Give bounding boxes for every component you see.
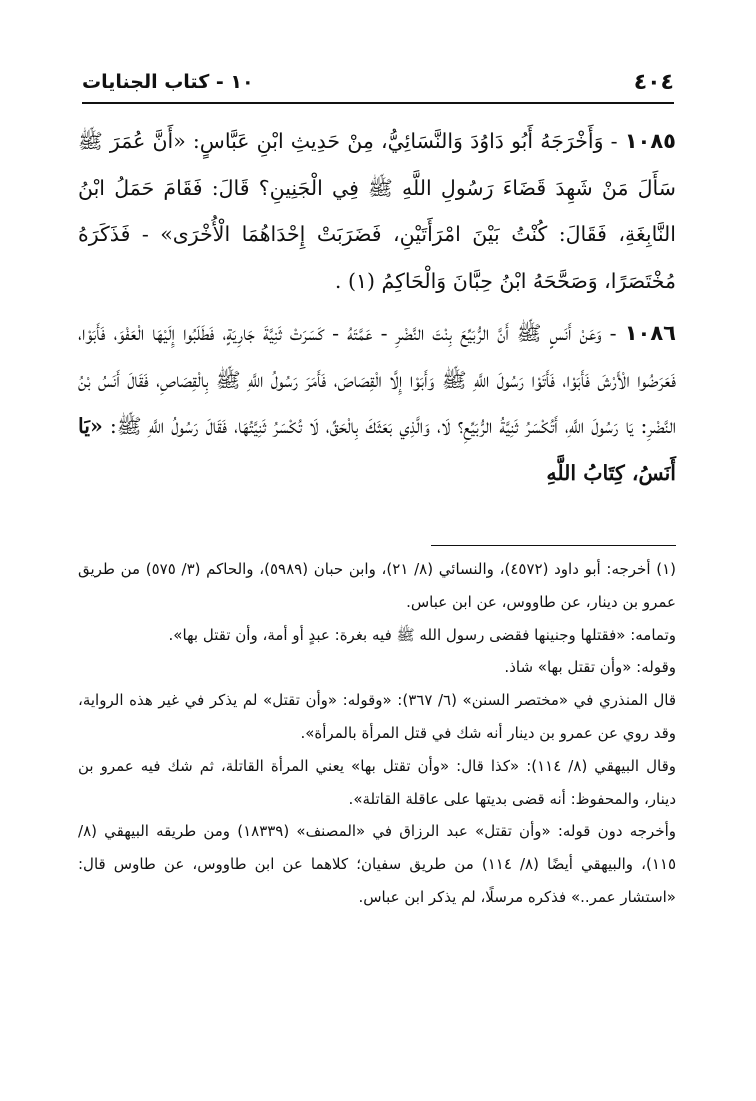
footnote-paragraph: قال المنذري في «مختصر السنن» (٦/ ٣٦٧): «وقوله: «وأن تقتل» لم يذكر في غير هذه الرواية، وقد روي عن عمرو بن دينار أنه شك في قتل المرأة بالمرأة».	[78, 691, 676, 742]
footnote-paragraph: وأخرجه دون قوله: «وأن تقتل» عبد الرزاق في «المصنف» (١٨٣٣٩) ومن طريقه البيهقي (٨/ ١١٥)، والبيهقي أيضًا (٨/ ١١٤) من طريق سفيان؛ كلاهما عن ابن طاووس، عن طاوس قال: «استشار عمر..» فذكره مرسلًا، لم يذكر ابن عباس.	[78, 822, 677, 906]
footnotes	[78, 553, 676, 914]
hadith-text: - وَعَنْ أَنَسٍ ﷺ أَنَّ الرُّبَيِّعَ بِنْتَ النَّضْرِ - عَمَّتَهُ - كَسَرَتْ ثَنِيَّةَ جَارِيَةٍ، فَطَلَبُوا إِلَيْهَا الْعَفْوَ، فَأَبَوْا، فَعَرَضُوا الْأَرْشَ فَأَبَوْا، فَأَتَوْا رَسُولَ اللَّهِ ﷺ وَأَبَوْا إِلَّا الْقِصَاصَ، فَأَمَرَ رَسُولُ اللَّهِ ﷺ بِالْقِصَاصِ، فَقَالَ أَنَسُ بْنُ النَّضْرِ: يَا رَسُولَ اللَّهِ، أَتُكْسَرُ ثَنِيَّةُ الرُّبَيِّعِ؟ لَا، وَالَّذِي بَعَثَكَ بِالْحَقِّ، لَا تُكْسَرُ ثَنِيَّتُهَا، فَقَالَ رَسُولُ اللَّهِ ﷺ:	[78, 321, 676, 438]
footnote-paragraph: وتمامه: «فقتلها وجنينها فقضى رسول الله ﷺ فيه بغرة: عبدٍ أو أمة، وأن تقتل بها».	[168, 625, 676, 644]
footnote-separator	[431, 545, 676, 546]
hadith-bold-tail: «يَا أَنَسُ، كِتَابُ اللَّهِ	[78, 414, 676, 485]
hadith-text: - وَأَخْرَجَهُ أَبُو دَاوُدَ وَالنَّسَائِيُّ، مِنْ حَدِيثِ ابْنِ عَبَّاسٍ: «أَنَّ عُمَرَ ﷺ سَأَلَ مَنْ شَهِدَ قَضَاءَ رَسُولِ اللَّهِ ﷺ فِي الْجَنِينِ؟ قَالَ: فَقَامَ حَمَلُ ابْنُ النَّابِغَةِ، فَقَالَ: كُنْتُ بَيْنَ امْرَأَتَيْنِ، فَضَرَبَتْ إِحْدَاهُمَا الْأُخْرَى» - فَذَكَرَهُ مُخْتَصَرًا، وَصَحَّحَهُ ابْنُ حِبَّانَ وَالْحَاكِمُ (١) .	[78, 129, 676, 293]
main-text	[78, 118, 676, 496]
page-number: ٤٠٤	[633, 69, 674, 95]
hadith-number: ١٠٨٥	[624, 129, 676, 153]
footnote-paragraph: وقال البيهقي (٨/ ١١٤): «كذا قال: «وأن تقتل بها» يعني المرأة القاتلة، ثم شك فيه عمرو بن دينار، والمحفوظ: أنه قضى بديتها على عاقلة القاتلة».	[78, 756, 676, 808]
hadith-number: ١٠٨٦	[624, 321, 676, 345]
footnote-paragraph: وقوله: «وأن تقتل بها» شاذ.	[504, 658, 676, 677]
footnote-paragraph: (١) أخرجه: أبو داود (٤٥٧٢)، والنسائي (٨/ ٢١)، وابن حبان (٥٩٨٩)، والحاكم (٣/ ٥٧٥) من طريق عمرو بن دينار، عن طاووس، عن ابن عباس.	[78, 560, 676, 611]
page-header	[82, 62, 674, 104]
hadith-1085	[78, 118, 676, 304]
hadith-1086	[78, 310, 676, 496]
chapter-title: ١٠ - كتاب الجنايات	[82, 71, 254, 93]
